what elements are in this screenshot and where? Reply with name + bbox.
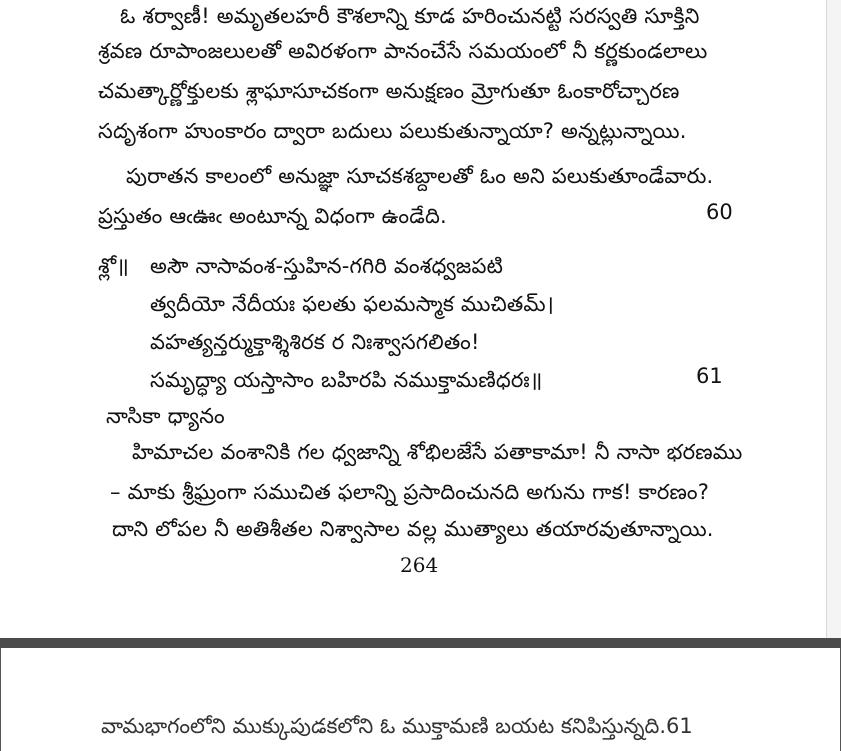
sloka-line-2: త్వదీయో నేదీయః ఫలతు ఫలమస్మాక ముచితమ్। [150,292,555,316]
paragraph-1-line-2: శ్రవణ రూపాంజలులతో అవిరళంగా పానంచేసే సమయంలో నీ కర్ణకుండలాలు [98,39,708,63]
paragraph-1-line-1: ఓ శర్వాణీ! అమృతలహరీ కౌశలాన్ని కూడ హరించునట్టి సరస్వతి సూక్తిని [120,4,700,28]
section-heading: నాసికా ధ్యానం [106,404,225,428]
sloka-line-4: సమృద్ధ్యా యస్తాసాం బహిరపి నముక్తామణిధరః॥ [150,368,543,392]
sloka-line-1: అసౌ నాసావంశ-స్తుహిన-గగిరి వంశధ్వజపటి [150,254,504,278]
vertical-scrollbar[interactable] [827,0,841,638]
verse-number-60: 60 [706,200,733,224]
paragraph-3-line-1: హిమాచల వంశానికి గల ధ్వజాన్ని శోభిలజేసే పతాకామా! నీ నాసా భరణము [132,440,743,464]
verse-number-61: 61 [696,364,723,388]
paragraph-3-line-2: – మాకు శ్రీఘ్రంగా సముచిత ఫలాన్ని ప్రసాదించునది అగును గాక! కారణం? [110,480,710,504]
paragraph-2-line-1: పురాతన కాలంలో అనుజ్ఞా సూచకశబ్దాలతో ఓం అని పలుకుతూండేవారు. [126,164,714,188]
paragraph-3-line-3: దాని లోపల నీ అతిశీతల నిశ్వాసాల వల్ల ముత్యాలు తయారవుతూన్నాయి. [112,517,714,541]
paragraph-1-line-4: సదృశంగా హుంకారం ద్వారా బదులు పలుకుతున్నాయా? అన్నట్లున్నాయి. [98,119,687,143]
paragraph-1-line-3: చమత్కార్ణోక్తులకు శ్లాఘాసూచకంగా అనుక్షణం మ్రోగుతూ ఓంకారోచ్చారణ [98,79,680,103]
paragraph-2-line-2: ప్రస్తుతం ఆఁఊఁ అంటూన్న విధంగా ఉండేది. [98,204,447,228]
page-number: 264 [400,553,439,577]
next-page-partial-line: వామభాగంలోని ముక్కుపుడకలోని ఓ ముక్తామణి బయట కనిపిస్తున్నది.61 [101,714,693,738]
next-document-page [0,648,841,751]
page-separator [0,638,841,648]
sloka-marker: శ్లో॥ [98,254,130,278]
sloka-line-3: వహత్యన్తర్ముక్తాశ్శిశిరక ర నిఃశ్వాసగలితం! [150,330,480,354]
